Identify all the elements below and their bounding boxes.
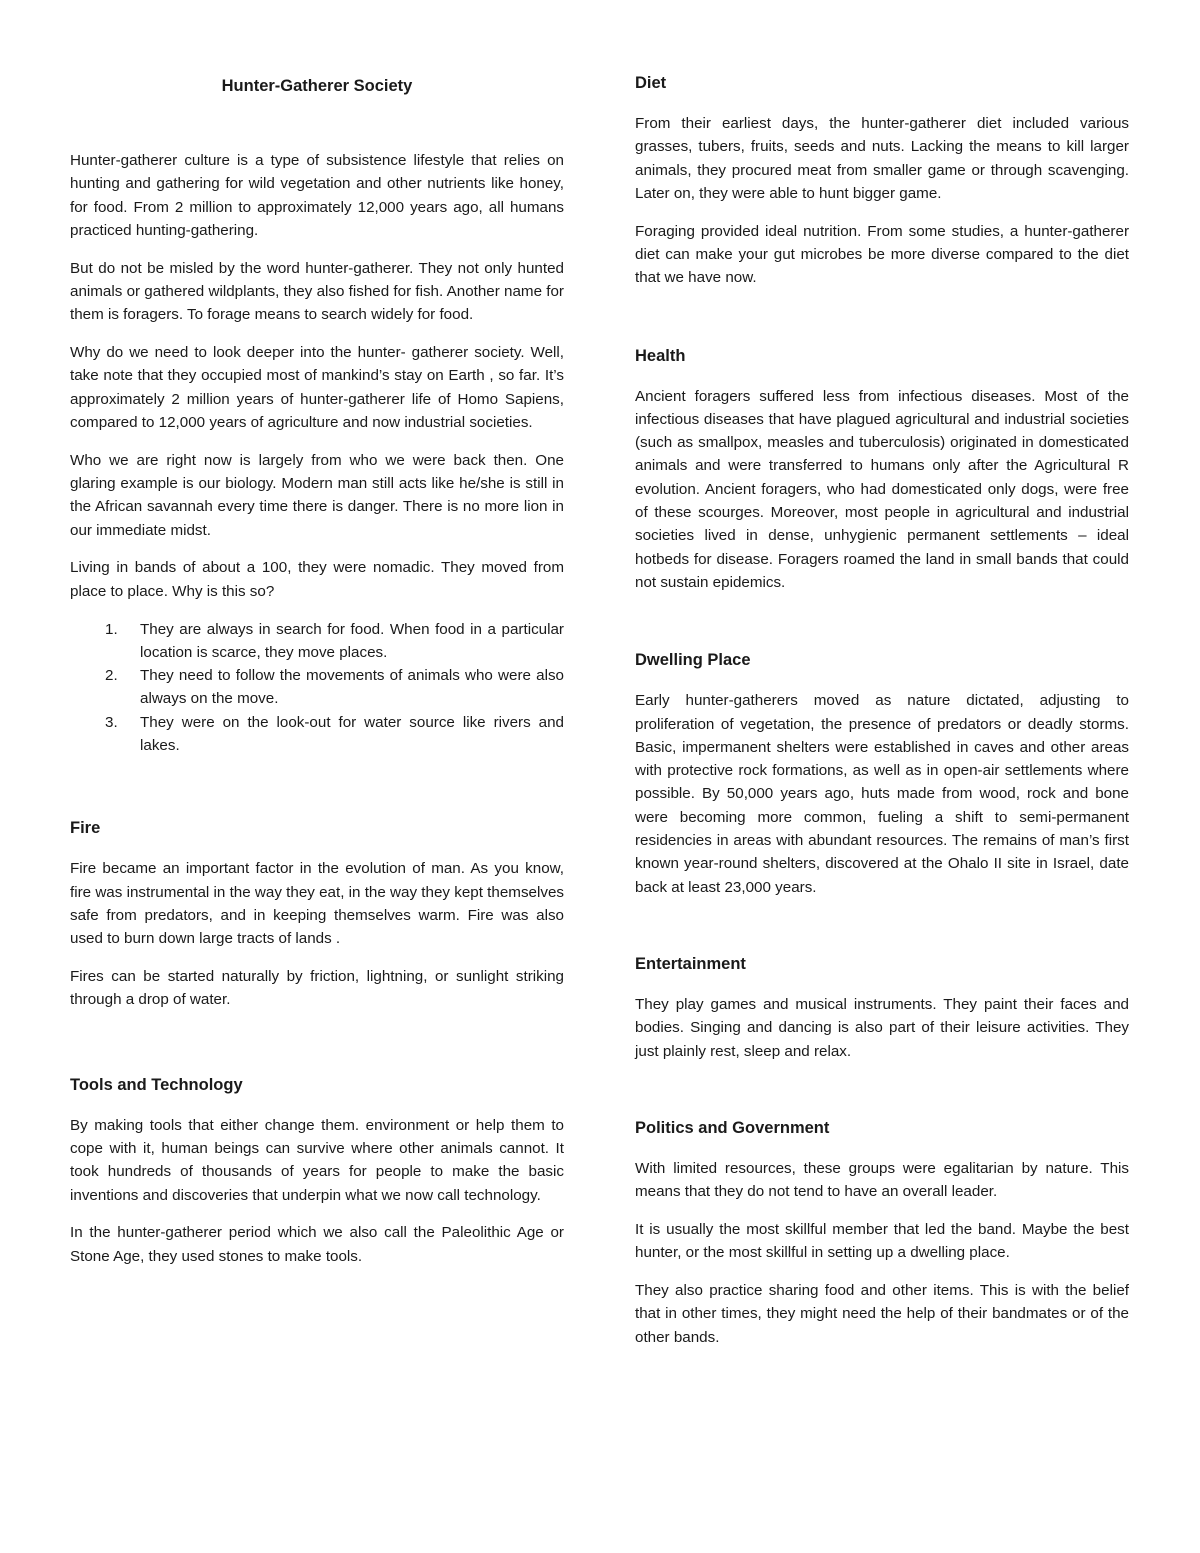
politics-heading: Politics and Government (635, 1118, 830, 1137)
fire-paragraph-1: Fire became an important factor in the evolution of man. As you know, fire was instrumental in the way they eat, in the way they kept themselves safe from predators, and in keeping themselves warm. Fire was also used to burn down large tracts of lands . (70, 860, 564, 948)
tools-paragraph-1: By making tools that either change them. environment or help them to cope with it, human beings can survive where other animals cannot. It took hundreds of thousands of years for people to make the basic inventions and discoveries that underpin what we now call technology. (70, 1116, 564, 1204)
diet-heading: Diet (635, 74, 667, 92)
dwelling-heading: Dwelling Place (635, 651, 751, 670)
entertainment-paragraph-1: They play games and musical instruments. They paint their faces and bodies. Singing and dancing is also part of their leisure activities. They just plainly rest, sleep and relax. (635, 995, 1129, 1060)
intro-paragraph-3: Why do we need to look deeper into the hunter- gatherer society. Well, take note that they occupied most of mankind’s stay on Earth , so far. It’s approximately 2 million years of hunter-gatherer life of Homo Sapiens, compared to 12,000 years of agriculture and now industrial societies. (70, 344, 564, 431)
list-text: They need to follow the movements of animals who were also always on the move. (140, 667, 564, 708)
tools-heading: Tools and Technology (70, 1075, 243, 1094)
politics-paragraph-2: It is usually the most skillful member that led the band. Maybe the best hunter, or the most skillful in setting up a dwelling place. (635, 1220, 1129, 1262)
intro-paragraph-4: Who we are right now is largely from who we were back then. One glaring example is our biology. Modern man still acts like he/she is still in the African savannah every time there is danger. There is no more lion in our immediate midst. (70, 451, 564, 539)
list-text: They were on the look-out for water source like rivers and lakes. (140, 713, 564, 755)
politics-paragraph-1: With limited resources, these groups were egalitarian by nature. This means that they do not tend to have an overall leader. (635, 1159, 1129, 1201)
dwelling-paragraph-1: Early hunter-gatherers moved as nature dictated, adjusting to proliferation of vegetation, the presence of predators or deadly storms. Basic, impermanent shelters were established in caves and other areas with protective rock formations, as well as in open-air settlements where possible. By 50,000 years ago, huts made from wood, rock and bone were becoming more common, fueling a shift to semi-permanent residencies in areas with abundant resources. The remains of man’s first known year-round shelters, discovered at the Ohalo II site in Israel, date back at least 23,000 years. (635, 692, 1129, 896)
list-item (70, 618, 564, 665)
document-title: Hunter-Gatherer Society (221, 77, 413, 95)
list-number: 1. (105, 620, 118, 638)
fire-paragraph-2: Fires can be started naturally by friction, lightning, or sunlight striking through a drop of water. (70, 968, 564, 1009)
list-item (70, 711, 564, 758)
list-number: 2. (105, 667, 118, 685)
right-column (635, 72, 1129, 1363)
politics-paragraph-3: They also practice sharing food and other items. This is with the belief that in other times, they might need the help of their bandmates or of the other bands. (635, 1282, 1129, 1346)
intro-paragraph-1: Hunter-gatherer culture is a type of subsistence lifestyle that relies on hunting and gathering for wild vegetation and other nutrients like honey, for food. From 2 million to approximately 12,000 years ago, all humans practiced hunting-gathering. (70, 152, 564, 239)
nomadic-reasons-list (70, 618, 564, 758)
diet-paragraph-1: From their earliest days, the hunter-gatherer diet included various grasses, tubers, fruits, seeds and nuts. Lacking the means to kill larger animals, they procured meat from smaller game or through scavenging. Later on, they were able to hunt bigger game. (635, 115, 1129, 202)
left-column (70, 72, 564, 1282)
fire-heading: Fire (70, 819, 101, 838)
intro-paragraph-2: But do not be misled by the word hunter-gatherer. They not only hunted animals or gathered wildplants, they also fished for fish. Another name for them is foragers. To forage means to search widely for food. (70, 259, 564, 324)
list-text: They are always in search for food. When food in a particular location is scarce, they move places. (140, 620, 564, 661)
diet-paragraph-2: Foraging provided ideal nutrition. From some studies, a hunter-gatherer diet can make your gut microbes be more diverse compared to the diet that we have now. (635, 222, 1129, 287)
health-paragraph-1: Ancient foragers suffered less from infectious diseases. Most of the infectious diseases that have plagued agricultural and industrial societies (such as smallpox, measles and tuberculosis) originated in domesticated animals and were transferred to humans only after the Agricultural R evolution. Ancient foragers, who had domesticated only dogs, were free of these scourges. Moreover, most people in agricultural and industrial societies lived in dense, unhygienic permanent settlements – ideal hotbeds for disease. Foragers roamed the land in small bands that could not sustain epidemics. (635, 387, 1129, 591)
list-item (70, 664, 564, 711)
list-number: 3. (105, 713, 118, 731)
entertainment-heading: Entertainment (635, 954, 746, 973)
tools-paragraph-2: In the hunter-gatherer period which we also call the Paleolithic Age or Stone Age, they used stones to make tools. (70, 1224, 564, 1265)
intro-paragraph-5: Living in bands of about a 100, they were nomadic. They moved from place to place. Why is this so? (70, 559, 564, 600)
health-heading: Health (635, 346, 686, 365)
